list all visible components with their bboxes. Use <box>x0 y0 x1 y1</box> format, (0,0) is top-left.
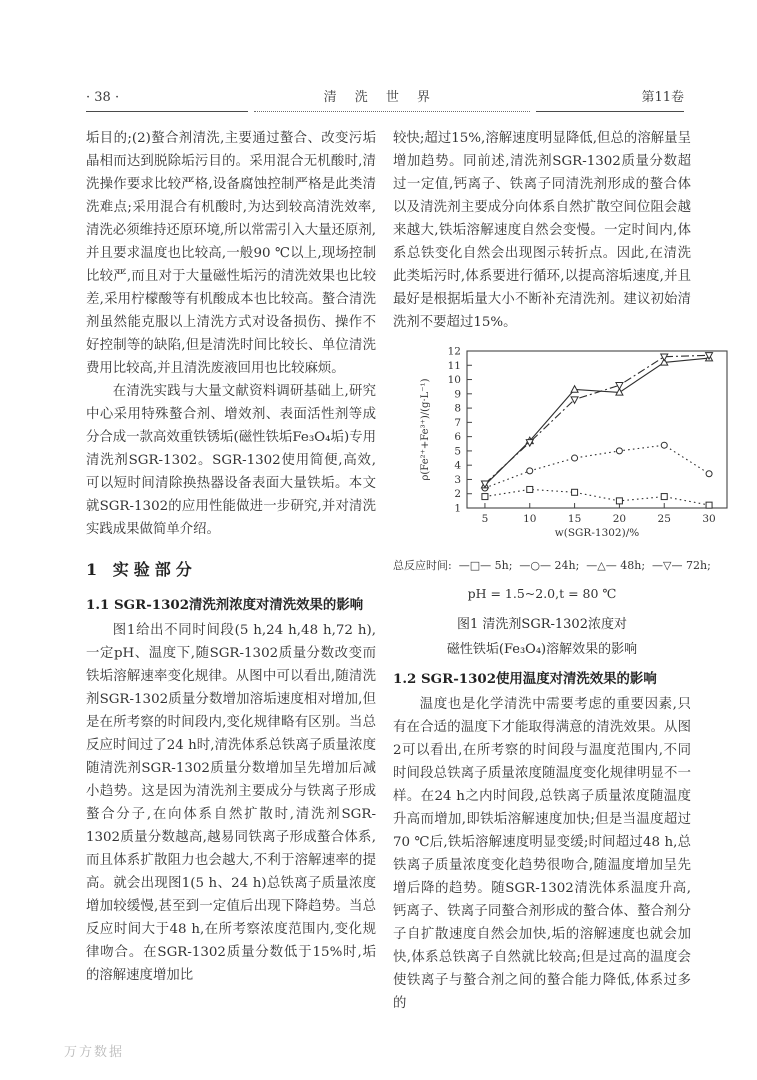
right-column <box>393 127 716 1015</box>
page-number: · 38 · <box>86 90 120 105</box>
x-axis-label: w(SGR-1302)/% <box>554 527 640 539</box>
journal-title: 清 洗 世 界 <box>323 90 437 105</box>
svg-text:15: 15 <box>567 513 582 525</box>
figure-legend <box>393 558 711 574</box>
legend-prefix: 总反应时间: <box>393 559 452 572</box>
volume-label: 第11卷 <box>641 90 684 105</box>
series-48h <box>485 358 709 485</box>
two-column-body <box>86 127 716 1015</box>
rule-segment <box>536 109 684 112</box>
rule-segment <box>254 109 529 112</box>
paragraph-continuation-right: 较快;超过15%,溶解速度明显降低,但总的溶解量呈增加趋势。同前述,清洗剂SGR-1302质量分数超过一定值,钙离子、铁离子同清洗剂形成的螯合体以及清洗剂主要成分向体系自然扩散空间位阻会越来越大,铁垢溶解速度自然会变慢。一定时间内,体系总铁变化自然会出现图示转折点。因此,在清洗此类垢污时,体系要进行循环,以提高溶垢速度,并且最好是根据垢量大小不断补充清洗剂。建议初始清洗剂不要超过15%。 <box>393 131 691 330</box>
svg-text:12: 12 <box>447 345 461 358</box>
page-header <box>86 86 684 105</box>
figure-caption-line1: 图1 清洗剂SGR-1302浓度对 <box>457 617 627 632</box>
figure-conditions: pH = 1.5~2.0,t = 80 ℃ <box>467 586 617 601</box>
figure-caption <box>393 612 691 662</box>
svg-text:4: 4 <box>454 459 461 472</box>
svg-text:10: 10 <box>447 374 461 387</box>
svg-text:1: 1 <box>454 502 461 515</box>
y-axis-label: ρ(Fe²⁺+Fe³⁺)/(g·L⁻¹) <box>420 378 431 481</box>
svg-text:30: 30 <box>702 513 716 525</box>
legend-item-48h: —△— 48h; <box>586 559 646 572</box>
legend-item-5h: —□— 5h; <box>458 559 513 572</box>
rule-segment <box>86 109 248 112</box>
section-heading-1: 1 实验部分 <box>86 560 197 579</box>
svg-text:5: 5 <box>454 445 461 458</box>
svg-text:9: 9 <box>454 388 461 401</box>
series-5h <box>485 489 709 505</box>
figure-1 <box>393 342 716 662</box>
paragraph-section-1-1: 图1给出不同时间段(5 h,24 h,48 h,72 h),一定pH、温度下,随SGR-1302质量分数改变而铁垢溶解速率变化规律。从图中可以看出,随清洗剂SGR-1302质量分数增加溶垢速度相对增加,但是在所考察的时间段内,变化规律略有区别。当总反应时间过了24 h时,清洗体系总铁离子质量浓度随清洗剂SGR-1302质量分数增加呈先增加后减小趋势。这是因为清洗剂主要成分与铁离子形成螯合分子,在向体系自然扩散时,清洗剂SGR-1302质量分数越高,越易同铁离子形成螯合体系,而且体系扩散阻力也会越大,不利于溶解速率的提高。就会出现图1(5 h、24 h)总铁离子质量浓度增加较缓慢,甚至到一定值后出现下降趋势。当总反应时间大于48 h,在所考察浓度范围内,变化规律吻合。在SGR-1302质量分数低于15%时,垢的溶解速度增加比 <box>86 623 376 983</box>
svg-text:2: 2 <box>454 488 461 501</box>
svg-text:20: 20 <box>612 513 627 525</box>
svg-text:25: 25 <box>657 513 671 525</box>
series-72h <box>485 355 709 483</box>
left-column <box>86 127 376 1015</box>
svg-text:6: 6 <box>454 431 461 444</box>
svg-text:5: 5 <box>481 513 489 525</box>
line-chart <box>415 342 737 548</box>
figure-chart-wrap <box>415 342 716 556</box>
subsection-heading-1-1: 1.1 SGR-1302清洗剂浓度对清洗效果的影响 <box>86 597 364 613</box>
figure-caption-line2: 磁性铁垢(Fe₃O₄)溶解效果的影响 <box>446 642 638 657</box>
svg-text:8: 8 <box>454 402 461 415</box>
header-rule <box>86 109 684 112</box>
legend-item-24h: —○— 24h; <box>519 559 580 572</box>
legend-item-72h: —▽— 72h; <box>652 559 711 572</box>
wanfang-watermark: 万方数据 <box>64 1045 125 1060</box>
legend-items <box>452 559 711 572</box>
svg-text:10: 10 <box>523 513 537 525</box>
subsection-heading-1-2: 1.2 SGR-1302使用温度对清洗效果的影响 <box>393 671 657 687</box>
paragraph-continuation: 垢目的;(2)螯合剂清洗,主要通过螯合、改变污垢晶相而达到脱除垢污目的。采用混合无机酸时,清洗操作要求比较严格,设备腐蚀控制严格是此类清洗难点;采用混合有机酸时,为达到较高清洗效率,清洗必须维持还原环境,所以常需引入大量还原剂,并且要求温度也比较高,一般90 ℃以上,现场控制比较严,而且对于大量磁性垢污的清洗效果也比较差,采用柠檬酸等有机酸成本也比较高。螯合清洗剂虽然能克服以上清洗方式对设备损伤、操作不好控制等的缺陷,但是清洗时间比较长、单位清洗费用比较高,并且清洗废液回用也比较麻烦。 <box>86 131 376 376</box>
svg-text:7: 7 <box>454 416 461 429</box>
svg-text:3: 3 <box>454 473 461 486</box>
paragraph-section-1-2: 温度也是化学清洗中需要考虑的重要因素,只有在合适的温度下才能取得满意的清洗效果。从图2可以看出,在所考察的时间段与温度范围内,不同时间段总铁离子质量浓度随温度变化规律明显不一样。在24 h之内时间段,总铁离子质量浓度随温度升高而增加,即铁垢溶解速度加快;但是当温度超过70 ℃后,铁垢溶解速度明显变缓;时间超过48 h,总铁离子质量浓度变化趋势很吻合,随温度增加呈先增后降的趋势。随SGR-1302清洗体系温度升高,钙离子、铁离子同螯合剂形成的螯合体、螯合剂分子自扩散速度自然会加快,垢的溶解速度也就会加快,体系总铁离子自然就比较高;但是过高的温度会使铁离子与螯合剂之间的螯合能力降低,体系过多的 <box>393 697 691 1011</box>
svg-text:11: 11 <box>447 359 461 372</box>
paragraph-intro: 在清洗实践与大量文献资料调研基础上,研究中心采用特殊螯合剂、增效剂、表面活性剂等成分合成一款高效重铁锈垢(磁性铁垢Fe₃O₄垢)专用清洗剂SGR-1302。SGR-1302使用简便,高效,可以短时间清除换热器设备表面大量铁垢。本文就SGR-1302的应用性能做进一步研究,并对清洗实践成果做简单介绍。 <box>86 384 376 537</box>
